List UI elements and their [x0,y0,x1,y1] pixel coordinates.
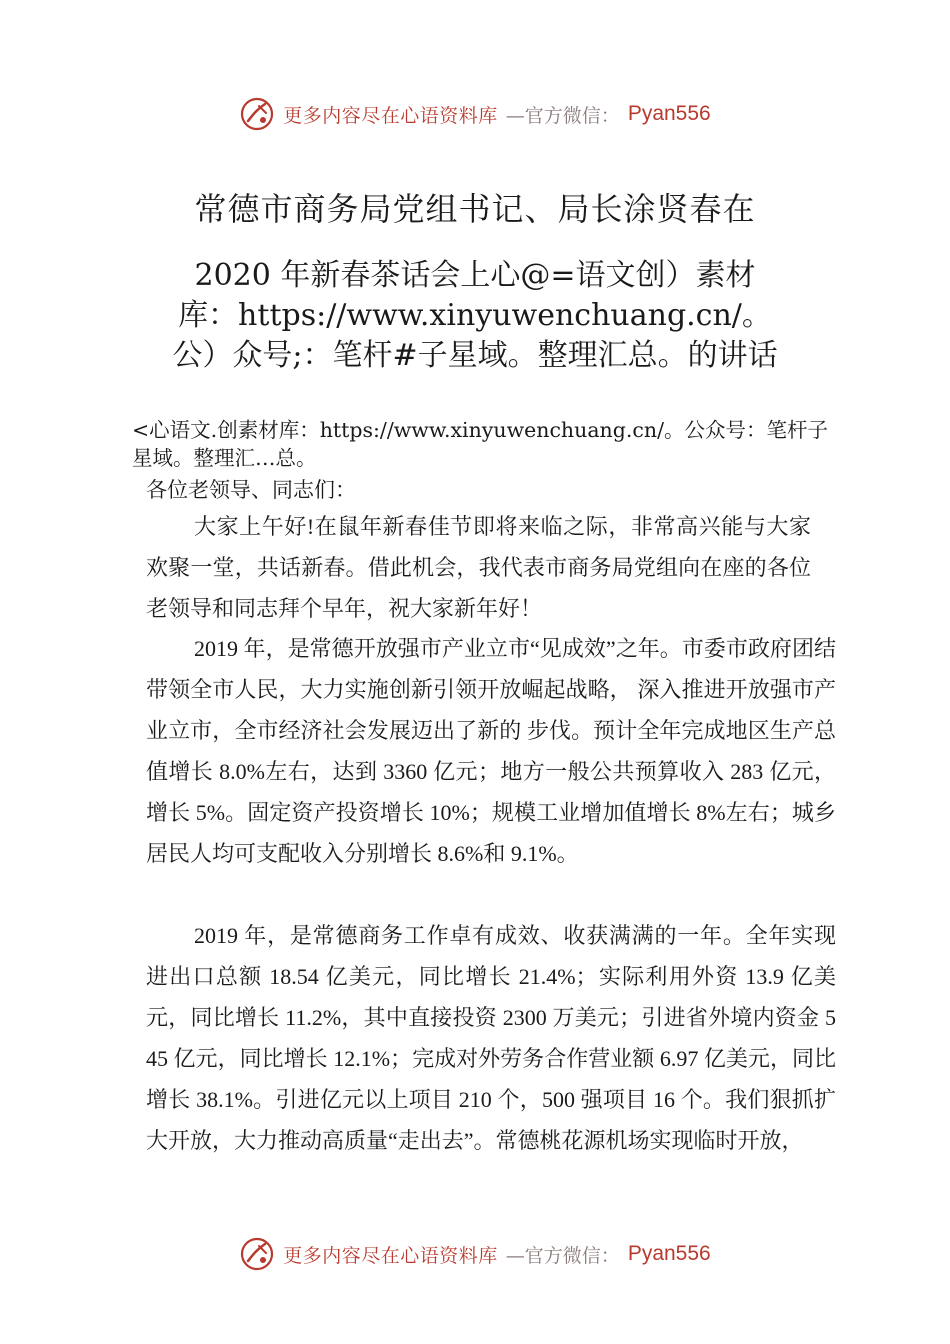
header-banner [0,92,950,136]
greeting: 各位老领导、同志们： [146,478,356,502]
paragraph: 大家上午好!在鼠年新春佳节即将来临之际，非常高兴能与大家欢聚一堂，共话新春。借此机会，我代表市商务局党组向在座的各位老领导和同志拜个早年，祝大家新年好！ [146,514,811,621]
page-title-rest: 2020 年新春茶话会上心@=语文创）素材库：https://www.xinyuwenchuang.cn/。公）众号;：笔杆#子星域。整理汇总。的讲话 [172,258,778,373]
paragraph: 2019 年，是常德开放强市产业立市“见成效”之年。市委市政府团结带领全市人民，大力实施创新引领开放崛起战略， 深入推进开放强市产业立市，全市经济社会发展迈出了新的 步伐。预计全年完成地区生产总值增长 8.0%左右，达到 3360 亿元；地方一般公共预算收入 283 亿元，增长 5%。固定资产投资增长 10%；规模工业增加值增长 8%左右；城乡居民人均可支配收入分别增长 8.6%和 9.1%。 [146,636,837,866]
banner-separator: —官方微信： [505,104,620,127]
paragraph: 2019 年，是常德商务工作卓有成效、收获满满的一年。全年实现进出口总额 18.54 亿美元，同比增长 21.4%；实际利用外资 13.9 亿美元，同比增长 11.2%，其中直接投资 2300 万美元；引进省外境内资金 545 亿元，同比增长 12.1%；完成对外劳务合作营业额 6.97 亿美元，同比增长 38.1%。引进亿元以上项目 210 个，500 强项目 16 个。我们狠抓扩大开放，大力推动高质量“走出去”。常德桃花源机场实现临时开放， [146,923,836,1153]
banner-text: 更多内容尽在心语资料库 [283,104,498,127]
source-note: <心语文.创素材库：https://www.xinyuwenchuang.cn/。公众号：笔杆子星域。整理汇…总。 [132,418,828,470]
pen-logo-icon [239,96,275,132]
banner-text: 更多内容尽在心语资料库 [283,1244,498,1267]
banner-wechat-handle: Pyan556 [627,102,711,125]
footer-banner [0,1232,950,1276]
banner-wechat-handle: Pyan556 [627,1242,711,1265]
page-title-line1: 常德市商务局党组书记、局长涂贤春在 [194,190,756,228]
banner-separator: —官方微信： [505,1244,620,1267]
pen-logo-icon [239,1236,275,1272]
